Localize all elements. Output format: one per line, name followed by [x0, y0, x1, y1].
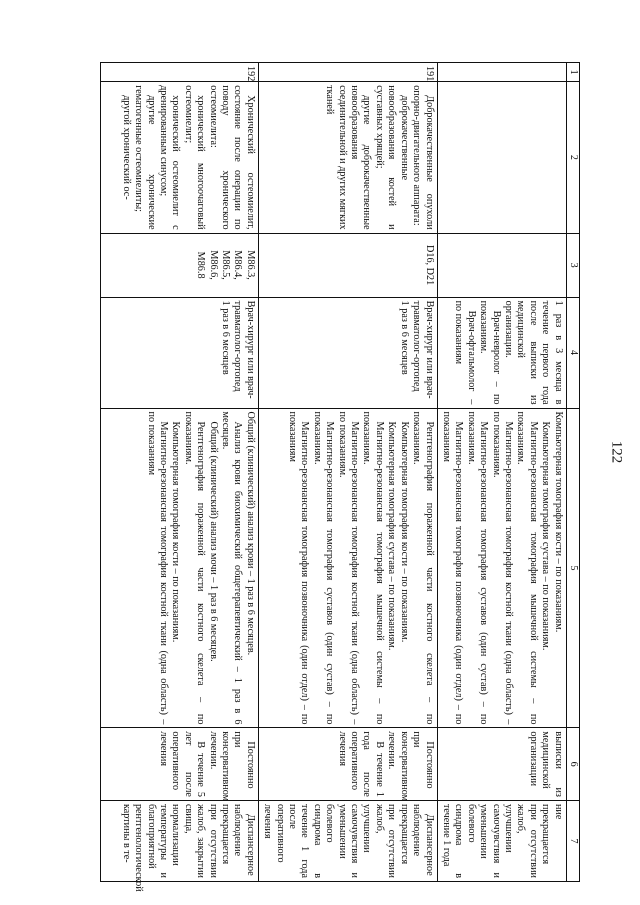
text-line: Диспансерное наблюдение прекращается при отсутствии жалоб, улучшении самочувствия и уменьшении болевого синдрома в течение 1 года после оперативного лечения — [262, 803, 435, 878]
text-line: Магнитно-резонансная томография мышечной системы – по показаниям. — [515, 411, 539, 725]
text-line: хронический остеомиелит с дренированным синусом; — [158, 85, 182, 230]
text-line: Врач-офтальмолог – по показаниям — [453, 300, 477, 405]
table-row-191 — [258, 63, 437, 882]
cell-exams — [101, 408, 259, 728]
dispensary-table — [100, 62, 580, 892]
col-number-6: 6 — [566, 728, 579, 801]
text-line: Доброкачественные опухоли опорно-двигательного аппарата: — [411, 85, 435, 230]
cell-duration — [437, 728, 566, 801]
text-line: Постоянно при консервативном лечении. — [386, 731, 435, 802]
cell-codes: M86.3, M86.4, M86.5, M86.6, M86.8 — [101, 233, 259, 297]
text-line: хронический многоочаговый остеомиелит; — [182, 85, 207, 230]
cell-name — [258, 82, 437, 233]
text-line: Общий (клинический) анализ крови – 1 раз в 6 месяцев. — [244, 411, 256, 656]
cell-codes: D16, D21 — [258, 233, 437, 297]
text-line: Общий (клинический) анализ мочи – 1 раз в 6 месяцев. — [207, 421, 219, 662]
col-number-4: 4 — [566, 297, 579, 408]
text-line: другие доброкачественные новообразования соединительной и других мягких тканей — [324, 85, 373, 230]
text-line: Постоянно при консервативном лечении. — [207, 731, 256, 802]
table-row-continuation — [437, 63, 566, 882]
text-line: Компьютерная томография кости – по показаниям. — [552, 411, 564, 633]
text-line: Магнитно-резонансная томография суставов (один сустав) – по показаниям. — [465, 411, 490, 725]
text-line: Магнитно-резонансная томография суставов (один сустав) – по показаниям. — [311, 411, 336, 725]
cell-num — [437, 63, 566, 82]
text-line: Компьютерная томография кости – по показаниям. — [170, 421, 182, 643]
text-line: Врач-хирург или врач-травматолог-ортопед — [232, 300, 256, 399]
cell-codes — [437, 233, 566, 297]
text-line: другой хронический ос- — [120, 95, 132, 200]
col-number-7: 7 — [566, 800, 579, 881]
cell-criteria — [101, 800, 259, 892]
text-line: Магнитно-резонансная томография костной ткани (одна область) – по показаниям — [145, 411, 169, 725]
cell-duration — [101, 728, 259, 801]
cell-doctors — [258, 297, 437, 408]
cell-criteria — [258, 800, 437, 881]
cell-exams — [437, 408, 566, 728]
cell-name — [101, 82, 259, 233]
text-line: В течение 1 года после оперативного лечения — [336, 731, 385, 797]
cell-num: 191 — [258, 63, 437, 82]
table-row-192 — [101, 63, 259, 882]
page-number: 122 — [608, 440, 625, 464]
cell-name — [437, 82, 566, 233]
text-line: Магнитно-резонансная томография костной ткани (одна область) – по показаниям. — [490, 411, 514, 725]
text-line: Врач-невролог – по показаниям. — [478, 300, 502, 405]
text-line: Магнитно-резонансная томография позвоночника (один отдел) – по показаниям — [440, 411, 465, 725]
cell-criteria — [437, 800, 566, 881]
cell-num: 192 — [101, 63, 259, 82]
text-line: другие хронические гематогенные остеомиелиты; — [133, 85, 157, 230]
col-number-1: 1 — [566, 63, 579, 82]
text-line: Компьютерная томография сустава – по показаниям. — [540, 421, 552, 651]
text-line: 1 раз в 3 месяца в течение первого года после выписки из медицинской организации. — [502, 300, 564, 405]
text-line: ние прекращается при отсутствии жалоб, улучшении самочувствия и уменьшении болевого синдрома в течение 1 года — [440, 803, 564, 878]
cell-doctors — [437, 297, 566, 408]
col-number-3: 3 — [566, 233, 579, 297]
rotated-table-container — [100, 62, 580, 892]
text-line: Врач-хирург или врач-травматолог-ортопед — [411, 300, 435, 399]
text-line: Рентгенография пораженной части костного скелета – по показаниям. — [182, 411, 207, 725]
text-line: 1 раз в 6 месяцев — [398, 300, 410, 375]
cell-exams — [258, 408, 437, 728]
text-line: доброкачественные новообразования костей и суставных хрящей; — [373, 85, 410, 230]
text-line: Магнитно-резонансная томография позвоночника (один отдел) – по показаниям — [287, 411, 311, 725]
column-number-row — [566, 63, 579, 882]
col-number-5: 5 — [566, 408, 579, 728]
text-line: выписки из медицинской организации — [527, 731, 564, 797]
text-line: В течение 5 лет после оперативного лечения — [158, 731, 207, 797]
text-line: Компьютерная томография кости – по показаниям. — [398, 421, 410, 643]
text-line: Хронический остеомиелит, состояние после операции по поводу хронического остеомиелита: — [207, 85, 256, 230]
col-number-2: 2 — [566, 82, 579, 233]
text-line: Рентгенография пораженной части костного скелета – по показаниям. — [411, 411, 435, 725]
text-line: Магнитно-резонансная томография мышечной системы – по показаниям. — [361, 411, 385, 725]
text-line: Магнитно-резонансная томография костной ткани (одна область) – по показаниям. — [336, 411, 361, 725]
text-line: Анализ крови биохимический общетерапевтический – 1 раз в 6 месяцев. — [220, 411, 244, 725]
cell-doctors — [101, 297, 259, 408]
text-line: Диспансерное наблюдение прекращается при отсутствии жалоб, закрытии свища, нормализации температуры и благоприятной рентгенологической картины в те- — [120, 803, 256, 892]
text-line: 1 раз в 6 месяцев — [220, 300, 232, 375]
cell-duration — [258, 728, 437, 801]
text-line: Компьютерная томография сустава – по показаниям. — [386, 421, 398, 651]
